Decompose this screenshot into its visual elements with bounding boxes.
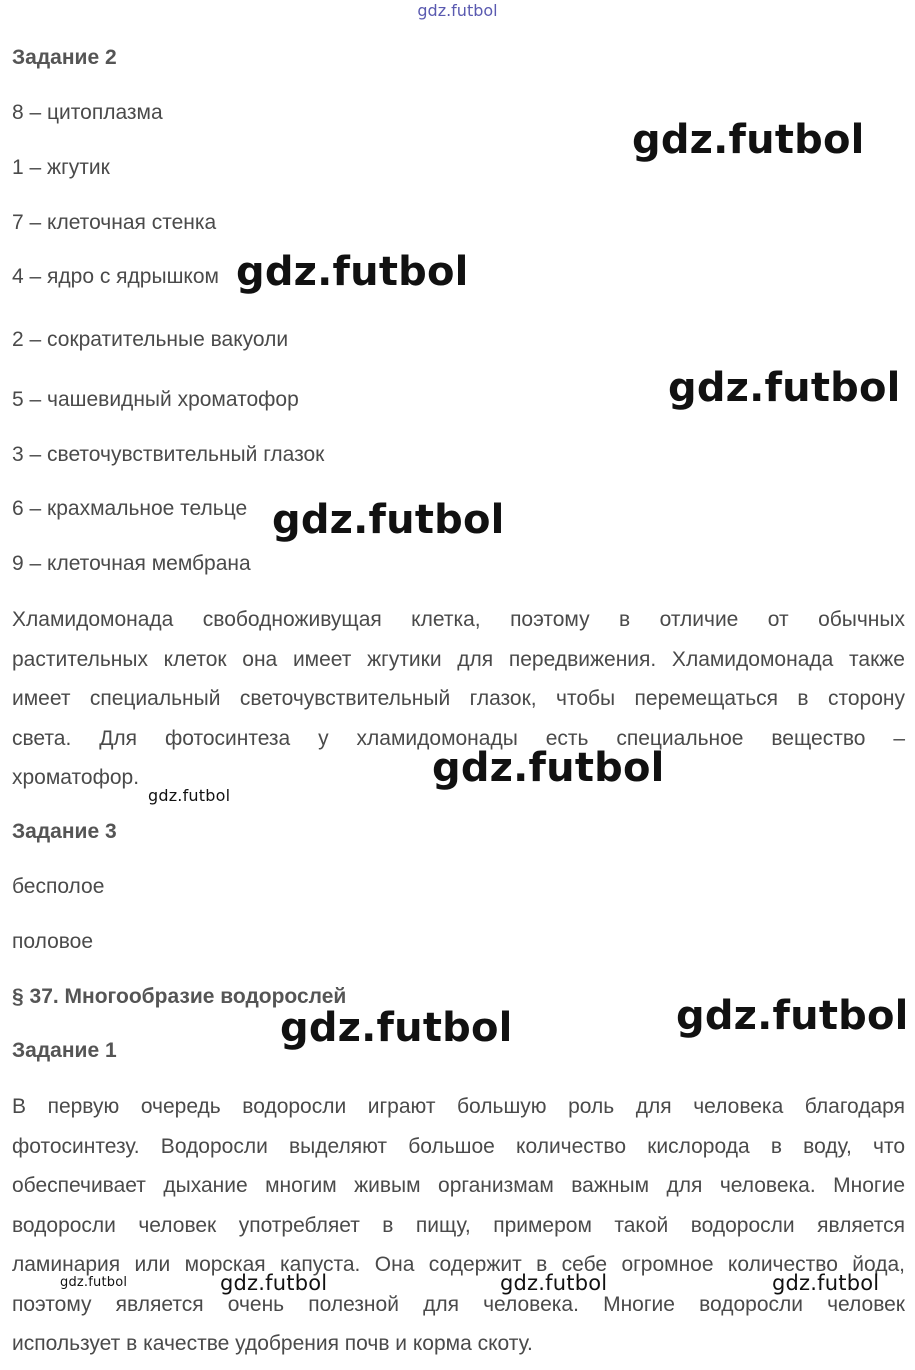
paragraph-line: Хламидомонада свободноживущая клетка, поэтому в отличие от обычных <box>12 608 905 631</box>
paragraph-line: растительных клеток она имеет жгутики для передвижения. Хламидомонада также <box>12 647 905 671</box>
paragraph-line: использует в качестве удобрения почв и корма скоту. <box>12 1332 533 1355</box>
paragraph-line: ламинария или морская капуста. Она содержит в себе огромное количество йода, <box>12 1253 905 1276</box>
paragraph-line: фотосинтезу. Водоросли выделяют большое количество кислорода в воду, что <box>12 1134 905 1158</box>
watermark: gdz.futbol <box>432 745 665 791</box>
task2-item: 6 – крахмальное тельце <box>12 497 248 520</box>
task2-item: 4 – ядро с ядрышком <box>12 265 219 288</box>
watermark: gdz.futbol <box>236 249 469 295</box>
task2-item: 3 – светочувствительный глазок <box>12 443 325 466</box>
header-watermark: gdz.futbol <box>417 1 498 20</box>
task2-item: 2 – сократительные вакуоли <box>12 328 289 351</box>
watermark: gdz.futbol <box>500 1271 608 1295</box>
task2-item: 9 – клеточная мембрана <box>12 552 251 575</box>
watermark: gdz.futbol <box>632 117 865 163</box>
task2-item: 7 – клеточная стенка <box>12 211 217 234</box>
task3-item: бесполое <box>12 875 105 898</box>
task3-item: половое <box>12 930 94 953</box>
paragraph-line: В первую очередь водоросли играют большую роль для человека благодаря <box>12 1095 905 1118</box>
paragraph-line: света. Для фотосинтеза у хламидомонады есть специальное вещество – <box>12 726 905 750</box>
watermark: gdz.futbol <box>148 786 231 805</box>
section37-title: § 37. Многообразие водорослей <box>12 985 347 1008</box>
task2-item: 5 – чашевидный хроматофор <box>12 388 299 411</box>
paragraph-line: обеспечивает дыхание многим живым организмам важным для человека. Многие <box>12 1174 905 1197</box>
task3-title: Задание 3 <box>12 820 117 843</box>
section37-task1-text <box>12 1087 905 1364</box>
paragraph-line: имеет специальный светочувствительный глазок, чтобы перемещаться в сторону <box>12 687 905 710</box>
watermark: gdz.futbol <box>272 497 505 543</box>
watermark: gdz.futbol <box>280 1005 513 1051</box>
task2-title: Задание 2 <box>12 46 117 69</box>
paragraph-line: хроматофор. <box>12 766 140 789</box>
watermark: gdz.futbol <box>772 1271 880 1295</box>
watermark: gdz.futbol <box>676 993 909 1039</box>
paragraph-line: водоросли человек употребляет в пищу, примером такой водоросли является <box>12 1213 905 1237</box>
task2-item: 8 – цитоплазма <box>12 101 163 124</box>
task2-item: 1 – жгутик <box>12 156 110 179</box>
section37-task1-title: Задание 1 <box>12 1039 117 1062</box>
watermark: gdz.futbol <box>60 1275 128 1290</box>
watermark: gdz.futbol <box>668 365 901 411</box>
paragraph-line: поэтому является очень полезной для человека. Многие водоросли человек <box>12 1292 905 1316</box>
watermark: gdz.futbol <box>220 1271 328 1295</box>
